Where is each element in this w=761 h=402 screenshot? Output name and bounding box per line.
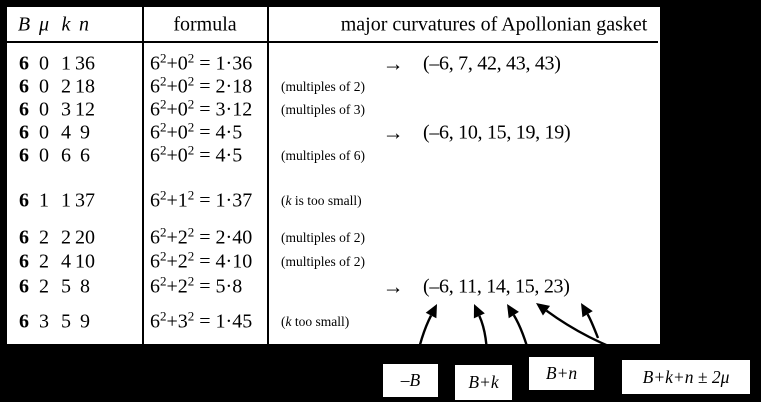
- cell-B: 6: [19, 121, 29, 144]
- cell-n: 37: [75, 189, 95, 212]
- cell-B: 6: [19, 310, 29, 333]
- curvature-tuple: (–6, 11, 14, 15, 23): [423, 275, 570, 298]
- cell-mu: 3: [39, 310, 49, 333]
- cell-k: 1: [61, 52, 71, 75]
- header-divider: [7, 41, 658, 43]
- formula: $6^2+2^2 = 5\cdot 8$: [150, 273, 243, 298]
- formula: $6^2+0^2 = 2\cdot 18$: [150, 73, 253, 98]
- column-divider-2: [267, 7, 269, 344]
- cell-mu: 0: [39, 75, 49, 98]
- footer-label-box-B-plus-n: [529, 357, 594, 390]
- formula: $6^2+2^2 = 4\cdot 10$: [150, 248, 253, 273]
- cell-k: 1: [61, 189, 71, 212]
- cell-B: 6: [19, 189, 29, 212]
- cell-n: 18: [75, 75, 95, 98]
- note: (multiples of 2): [281, 230, 365, 245]
- formula: $6^2+0^2 = 1\cdot 36$: [150, 50, 253, 75]
- formula: $6^2+2^2 = 2\cdot 40$: [150, 224, 253, 249]
- cell-mu: 0: [39, 121, 49, 144]
- cell-n: 9: [80, 310, 90, 333]
- column-header-B: B: [17, 13, 31, 36]
- cell-mu: 1: [39, 189, 49, 212]
- cell-B: 6: [19, 52, 29, 75]
- cell-B: 6: [19, 275, 29, 298]
- cell-k: 2: [61, 75, 71, 98]
- footer-label-B-plus-k-plus-n: B+k+n ± 2μ: [642, 366, 730, 387]
- cell-mu: 2: [39, 275, 49, 298]
- cell-mu: 2: [39, 226, 49, 249]
- cell-k: 3: [61, 98, 71, 121]
- formula: $6^2+1^2 = 1\cdot 37$: [150, 187, 253, 212]
- row-arrow: →: [382, 51, 404, 76]
- formula: $6^2+0^2 = 4\cdot 5$: [150, 119, 243, 144]
- formula: $6^2+0^2 = 3\cdot 12$: [150, 96, 253, 121]
- cell-n: 12: [75, 98, 95, 121]
- column-header-formula: formula: [173, 13, 237, 36]
- cell-mu: 0: [39, 144, 49, 167]
- footer-label-box-B-plus-k-plus-n: [622, 360, 750, 394]
- note: (k is too small): [281, 193, 362, 208]
- footer-label-negB: –B: [400, 370, 421, 390]
- cell-k: 6: [61, 144, 71, 167]
- footer-label-box-negB: [383, 364, 438, 397]
- cell-k: 5: [61, 310, 71, 333]
- cell-B: 6: [19, 226, 29, 249]
- formula: $6^2+0^2 = 4\cdot 5$: [150, 142, 243, 167]
- cell-B: 6: [19, 144, 29, 167]
- column-divider-1: [142, 7, 144, 344]
- footer-label-B-plus-n: B+n: [545, 363, 578, 383]
- cell-B: 6: [19, 98, 29, 121]
- cell-n: 10: [75, 250, 95, 273]
- cell-B: 6: [19, 75, 29, 98]
- cell-n: 6: [80, 144, 90, 167]
- cell-n: 8: [80, 275, 90, 298]
- note: (multiples of 6): [281, 148, 365, 163]
- footer-label-B-plus-k: B+k: [468, 372, 499, 392]
- curvature-tuple: (–6, 7, 42, 43, 43): [423, 52, 561, 75]
- cell-mu: 2: [39, 250, 49, 273]
- cell-mu: 0: [39, 52, 49, 75]
- cell-k: 5: [61, 275, 71, 298]
- note: (multiples of 2): [281, 79, 365, 94]
- column-header-curvatures: major curvatures of Apollonian gasket: [340, 13, 648, 36]
- formula: $6^2+3^2 = 1\cdot 45$: [150, 308, 253, 333]
- cell-n: 9: [80, 121, 90, 144]
- cell-k: 2: [61, 226, 71, 249]
- footer-label-box-B-plus-k: [455, 365, 512, 400]
- cell-mu: 0: [39, 98, 49, 121]
- note: (multiples of 3): [281, 102, 365, 117]
- curvature-tuple: (–6, 10, 15, 19, 19): [423, 121, 571, 144]
- note: (k too small): [281, 314, 350, 329]
- cell-k: 4: [61, 250, 71, 273]
- cell-B: 6: [19, 250, 29, 273]
- column-header-k: k: [61, 13, 71, 36]
- row-arrow: →: [382, 274, 404, 299]
- row-arrow: →: [382, 120, 404, 145]
- cell-n: 20: [75, 226, 95, 249]
- column-header-n: n: [79, 13, 89, 36]
- column-header-mu: μ: [38, 13, 50, 36]
- cell-k: 4: [61, 121, 71, 144]
- cell-n: 36: [75, 52, 95, 75]
- note: (multiples of 2): [281, 254, 365, 269]
